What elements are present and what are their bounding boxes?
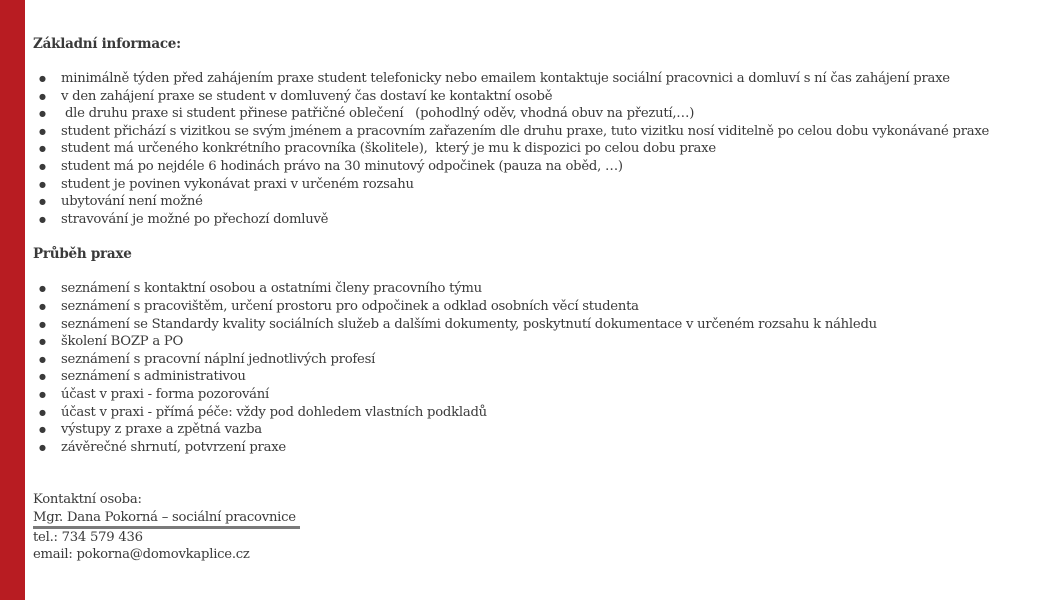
section-title-basic-info: Základní informace: xyxy=(33,36,181,52)
list-item: ● dle druhu praxe si student přinese patřičné oblečení (pohodlný oděv, vhodná obuv na přezutí,…) xyxy=(33,105,1043,123)
document-body xyxy=(33,35,1043,564)
list-item: ● student má po nejdéle 6 hodinách právo na 30 minutový odpočinek (pauza na oběd, …) xyxy=(33,158,1043,176)
list-item: ● závěrečné shrnutí, potvrzení praxe xyxy=(33,439,1043,457)
section-title-practice-course: Průběh praxe xyxy=(33,246,132,263)
list-item: ● seznámení se Standardy kvality sociálních služeb a dalšími dokumenty, poskytnutí dokumentace v určeném rozsahu k náhledu xyxy=(33,316,1043,334)
contact-block xyxy=(33,491,1043,564)
list-item: ● seznámení s kontaktní osobou a ostatními členy pracovního týmu xyxy=(33,280,1043,298)
list-item: ● seznámení s administrativou xyxy=(33,368,1043,386)
list-item: ● účast v praxi - přímá péče: vždy pod dohledem vlastních podkladů xyxy=(33,404,1043,422)
basic-info-list xyxy=(33,70,1043,228)
list-item: ● minimálně týden před zahájením praxe student telefonicky nebo emailem kontaktuje sociální pracovnici a domluví s ní čas zahájení praxe xyxy=(33,70,1043,88)
contact-name: Mgr. Dana Pokorná – sociální pracovnice xyxy=(33,510,300,529)
left-accent-bar xyxy=(0,0,25,600)
contact-phone: tel.: 734 579 436 xyxy=(33,529,143,545)
list-item: ● v den zahájení praxe se student v domluvený čas dostaví ke kontaktní osobě xyxy=(33,88,1043,106)
list-item: ● student má určeného konkrétního pracovníka (školitele), který je mu k dispozici po celou dobu praxe xyxy=(33,140,1043,158)
contact-label: Kontaktní osoba: xyxy=(33,492,142,508)
list-item: ● ubytování není možné xyxy=(33,193,1043,211)
list-item: ● výstupy z praxe a zpětná vazba xyxy=(33,421,1043,439)
practice-course-list xyxy=(33,280,1043,456)
list-item: ● seznámení s pracovní náplní jednotlivých profesí xyxy=(33,351,1043,369)
list-item: ● student přichází s vizitkou se svým jménem a pracovním zařazením dle druhu praxe, tuto vizitku nosí viditelně po celou dobu vykonávané praxe xyxy=(33,123,1043,141)
list-item: ● účast v praxi - forma pozorování xyxy=(33,386,1043,404)
list-item: ● student je povinen vykonávat praxi v určeném rozsahu xyxy=(33,176,1043,194)
list-item: ● seznámení s pracovištěm, určení prostoru pro odpočinek a odklad osobních věcí studenta xyxy=(33,298,1043,316)
contact-email: email: pokorna@domovkaplice.cz xyxy=(33,547,250,563)
list-item: ● stravování je možné po přechozí domluvě xyxy=(33,211,1043,229)
list-item: ● školení BOZP a PO xyxy=(33,333,1043,351)
